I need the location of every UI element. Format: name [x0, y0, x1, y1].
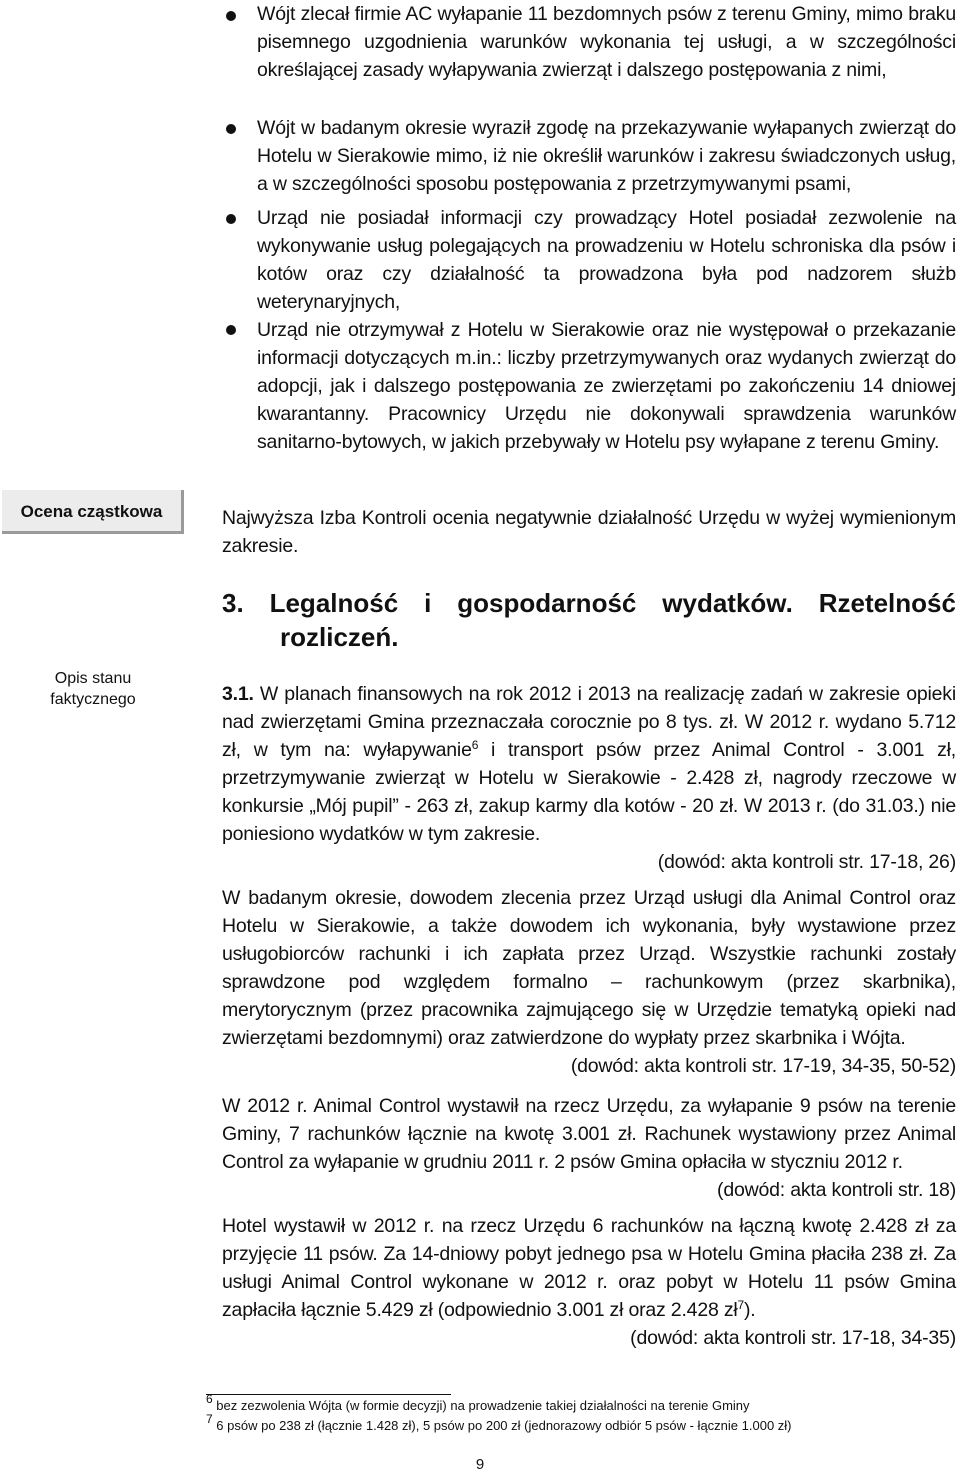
- footnote-ref: 7: [737, 1298, 744, 1312]
- sidebar-ocena-label: Ocena cząstkowa: [2, 490, 184, 534]
- paragraph: [222, 884, 956, 1080]
- section-3-1-paragraph: [222, 680, 956, 876]
- paragraph: [222, 1212, 956, 1352]
- sidebar-opis-label: [2, 668, 184, 710]
- sidebar-opis-line: faktycznego: [50, 691, 136, 708]
- heading-line-1: [222, 586, 956, 620]
- page-number: 9: [475, 1456, 485, 1473]
- footnote-text: 6 psów po 238 zł (łącznie 1.428 zł), 5 psów po 200 zł (jednorazowy odbiór 5 psów - łącznie 1.000 zł): [212, 1418, 792, 1433]
- footnote-item: [206, 1392, 956, 1416]
- section-heading: [222, 586, 956, 654]
- bullet-dot-icon: [226, 11, 236, 21]
- footnote-ref: 6: [471, 738, 479, 752]
- heading-number: 3.: [222, 588, 244, 618]
- heading-word: i: [424, 588, 432, 618]
- bullet-item: Urząd nie posiadał informacji czy prowadzący Hotel posiadał zezwolenie na wykonywanie usług polegających na prowadzeniu w Hotelu schroniska dla psów i kotów oraz czy działalność ta prowadzona była pod nadzorem służb weterynaryjnych,: [257, 207, 956, 313]
- paragraph: [222, 1092, 956, 1204]
- heading-word: Rzetelność: [818, 588, 956, 618]
- heading-word: wydatków.: [662, 588, 793, 618]
- bullet-dot-icon: [226, 214, 236, 224]
- sidebar-opis-line: Opis stanu: [54, 670, 132, 687]
- paragraph-text: W planach finansowych na rok 2012 i 2013 na realizację zadań w zakresie opieki nad zwierzętami Gmina przeznaczała corocznie po 8 tys. zł. W 2012 r. wydano 5.712 zł, w tym na: wyłapywanie: [222, 683, 956, 761]
- evidence-ref: (dowód: akta kontroli str. 18): [717, 1179, 956, 1201]
- footnote-item: [206, 1412, 956, 1436]
- heading-line-2: rozliczeń.: [280, 622, 399, 652]
- footnote-text: bez zezwolenia Wójta (w formie decyzji) na prowadzenie takiej działalności na terenie Gminy: [212, 1398, 750, 1413]
- bullet-item: Wójt zlecał firmie AC wyłapanie 11 bezdomnych psów z terenu Gminy, mimo braku pisemnego uzgodnienia warunków wykonania tej usługi, a w szczególności określającej zasady wyłapywania zwierząt i dalszego postępowania z nimi,: [257, 3, 956, 81]
- paragraph-text: Hotel wystawił w 2012 r. na rzecz Urzędu 6 rachunków na łączną kwotę 2.428 zł za przyjęcie 11 psów. Za 14-dniowy pobyt jednego psa w Hotelu Gmina płaciła 238 zł. Za usługi Animal Control wykonane w 2012 r. oraz pobyt w Hotelu 11 psów Gmina zapłaciła łącznie 5.429 zł (odpowiednio 3.001 zł oraz 2.428 zł: [222, 1215, 956, 1321]
- footnote-divider: [206, 1394, 451, 1395]
- paragraph-text: W 2012 r. Animal Control wystawił na rzecz Urzędu, za wyłapanie 9 psów na terenie Gminy, 7 rachunków łącznie na kwotę 3.001 zł. Rachunek wystawiony przez Animal Control za wyłapanie w grudniu 2011 r. 2 psów Gmina opłaciła w styczniu 2012 r.: [222, 1095, 956, 1173]
- footnote-number: 7: [206, 1412, 213, 1426]
- section-number: 3.1.: [222, 683, 254, 705]
- heading-word: gospodarność: [457, 588, 637, 618]
- footnotes: [206, 1392, 956, 1436]
- bullet-item: Wójt w badanym okresie wyraził zgodę na przekazywanie wyłapanych zwierząt do Hotelu w Sierakowie mimo, iż nie określił warunków i zakresu świadczonych usług, a w szczególności sposobu postępowania z przetrzymywanymi psami,: [257, 117, 956, 195]
- bullet-dot-icon: [226, 325, 236, 335]
- ocena-paragraph: Najwyższa Izba Kontroli ocenia negatywnie działalność Urzędu w wyżej wymienionym zakresie.: [222, 507, 956, 557]
- heading-word: Legalność: [269, 588, 399, 618]
- bullet-dot-icon: [226, 124, 236, 134]
- footnote-number: 6: [206, 1392, 213, 1406]
- bullet-item: Urząd nie otrzymywał z Hotelu w Sierakowie oraz nie występował o przekazanie informacji dotyczących m.in.: liczby przetrzymywanych oraz wydanych zwierząt do adopcji, jak i dalszego postępowania ze zwierzętami po zakończeniu 14 dniowej kwarantanny. Pracownicy Urzędu nie dokonywali sprawdzenia warunków sanitarno-bytowych, w jakich przebywały w Hotelu psy wyłapane z terenu Gminy.: [257, 319, 956, 453]
- paragraph-text: i transport psów przez Animal Control - 3.001 zł, przetrzymywanie zwierząt w Hotelu w Sierakowie - 2.428 zł, nagrody rzeczowe w konkursie „Mój pupil” - 263 zł, zakup karmy dla kotów - 20 zł. W 2013 r. (do 31.03.) nie poniesiono wydatków w tym zakresie.: [222, 739, 956, 845]
- paragraph-text: ).: [744, 1299, 756, 1321]
- evidence-ref: (dowód: akta kontroli str. 17-18, 26): [657, 851, 956, 873]
- evidence-ref: (dowód: akta kontroli str. 17-18, 34-35): [630, 1327, 956, 1349]
- paragraph-text: W badanym okresie, dowodem zlecenia przez Urząd usługi dla Animal Control oraz Hotelu w Sierakowie, a także dowodem ich wykonania, były wystawione przez usługobiorców rachunki i ich zapłata przez Urząd. Wszystkie rachunki zostały sprawdzone pod względem formalno – rachunkowym (przez skarbnika), merytorycznym (przez pracownika zajmującego się w Urzędzie tematyką opieki nad zwierzętami bezdomnymi) oraz zatwierdzone do wypłaty przez skarbnika i Wójta.: [222, 887, 956, 1049]
- evidence-ref: (dowód: akta kontroli str. 17-19, 34-35, 50-52): [570, 1055, 956, 1077]
